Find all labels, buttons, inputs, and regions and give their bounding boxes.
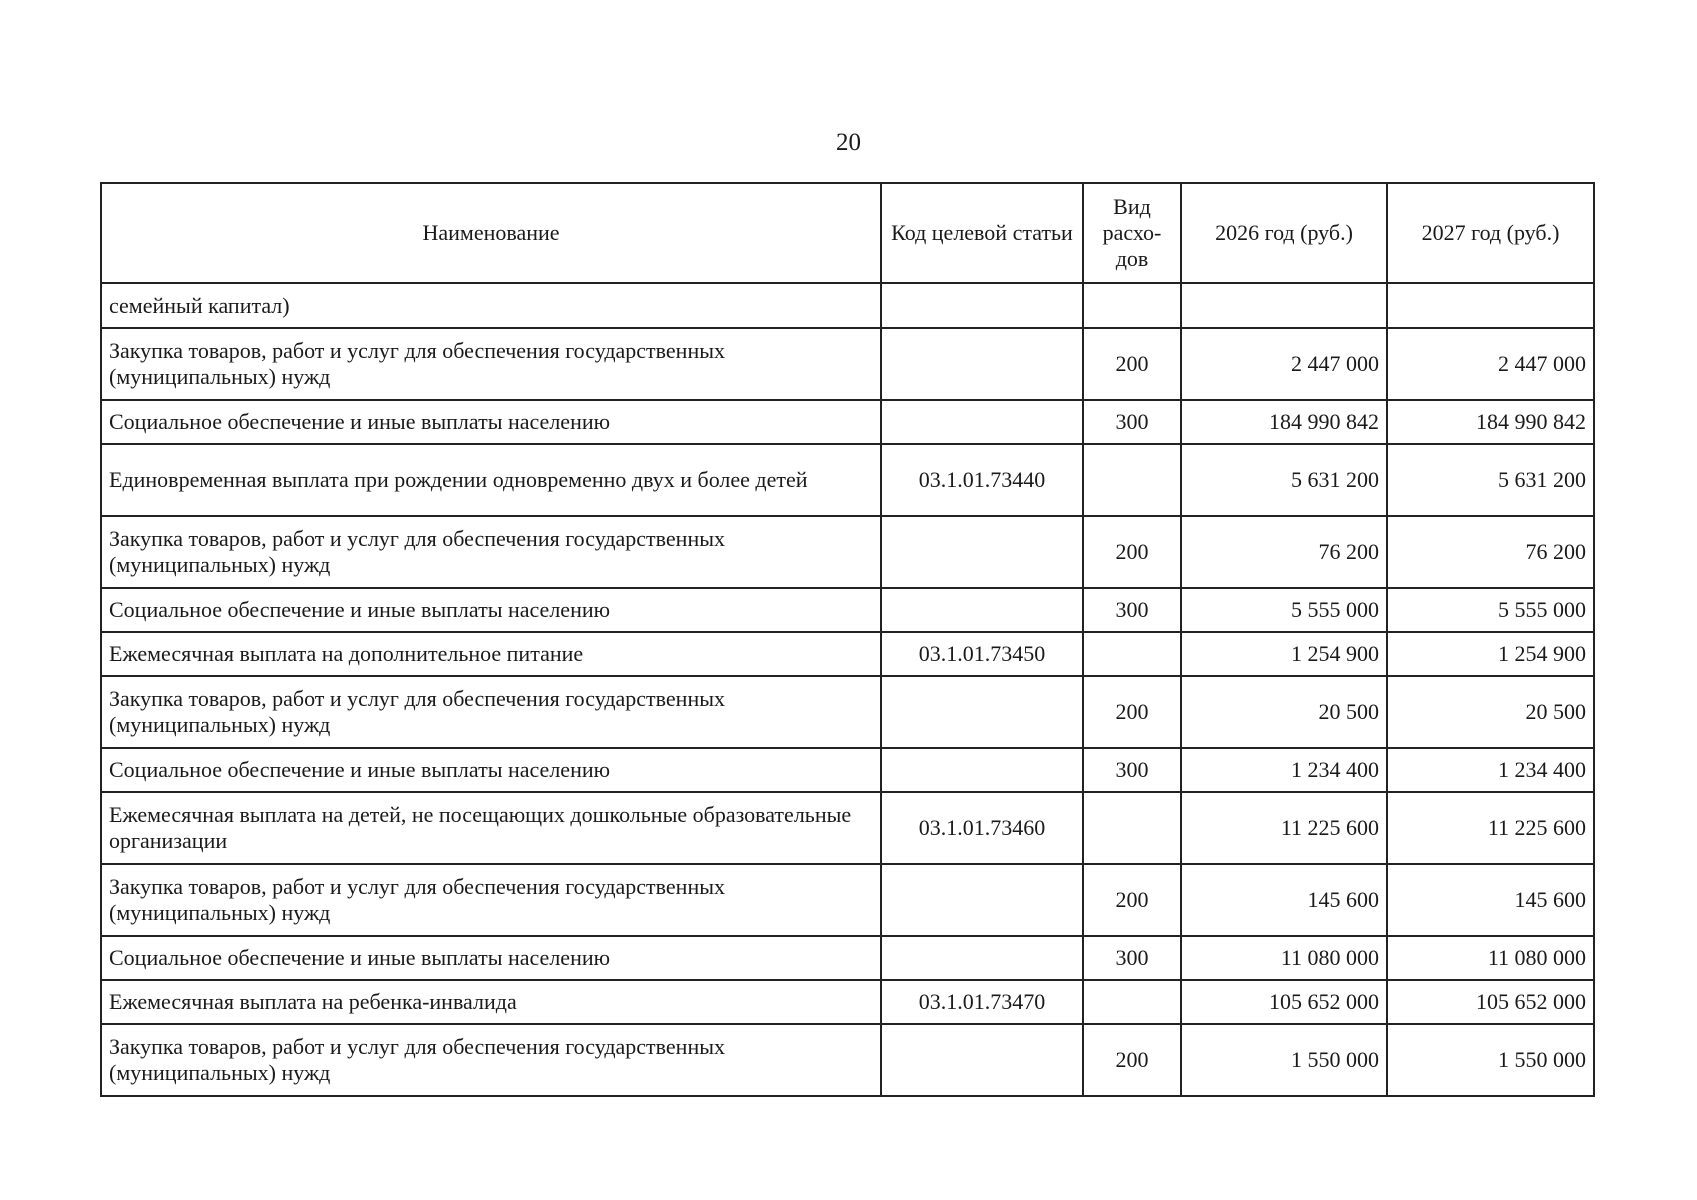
- row-name: Социальное обеспечение и иные выплаты населению: [101, 400, 881, 444]
- row-name: Социальное обеспечение и иные выплаты населению: [101, 936, 881, 980]
- row-kind: 300: [1083, 748, 1181, 792]
- table-row: [101, 400, 1594, 444]
- row-code: 03.1.01.73450: [881, 632, 1083, 676]
- row-code: 03.1.01.73470: [881, 980, 1083, 1024]
- row-kind: 200: [1083, 864, 1181, 936]
- table-row: [101, 632, 1594, 676]
- table-header-row: [101, 183, 1594, 283]
- table-row: [101, 283, 1594, 328]
- row-2027: 5 555 000: [1387, 588, 1594, 632]
- row-2026: 11 225 600: [1181, 792, 1387, 864]
- row-2026: 5 631 200: [1181, 444, 1387, 516]
- row-code: [881, 864, 1083, 936]
- table-row: [101, 792, 1594, 864]
- table-row: [101, 516, 1594, 588]
- row-name: Закупка товаров, работ и услуг для обеспечения государственных (муниципальных) нужд: [101, 328, 881, 400]
- row-2027: 11 080 000: [1387, 936, 1594, 980]
- row-kind: 300: [1083, 588, 1181, 632]
- row-2026: 1 234 400: [1181, 748, 1387, 792]
- row-code: 03.1.01.73460: [881, 792, 1083, 864]
- row-code: [881, 588, 1083, 632]
- row-code: [881, 516, 1083, 588]
- row-name: Социальное обеспечение и иные выплаты населению: [101, 748, 881, 792]
- row-2027: 105 652 000: [1387, 980, 1594, 1024]
- row-kind: [1083, 632, 1181, 676]
- page-number: 20: [836, 129, 861, 156]
- row-2027: 1 254 900: [1387, 632, 1594, 676]
- row-code: [881, 328, 1083, 400]
- row-2026: 184 990 842: [1181, 400, 1387, 444]
- row-2026: 11 080 000: [1181, 936, 1387, 980]
- table-row: [101, 936, 1594, 980]
- row-kind: 300: [1083, 936, 1181, 980]
- row-code: [881, 748, 1083, 792]
- row-2026: 105 652 000: [1181, 980, 1387, 1024]
- row-code: [881, 283, 1083, 328]
- row-2027: [1387, 283, 1594, 328]
- row-code: 03.1.01.73440: [881, 444, 1083, 516]
- table-row: [101, 676, 1594, 748]
- row-kind: 200: [1083, 676, 1181, 748]
- budget-table: [100, 182, 1595, 1097]
- row-kind: 300: [1083, 400, 1181, 444]
- row-2026: 145 600: [1181, 864, 1387, 936]
- row-name: Закупка товаров, работ и услуг для обеспечения государственных (муниципальных) нужд: [101, 864, 881, 936]
- row-2027: 2 447 000: [1387, 328, 1594, 400]
- row-2026: 1 550 000: [1181, 1024, 1387, 1096]
- row-kind: 200: [1083, 328, 1181, 400]
- row-2026: 5 555 000: [1181, 588, 1387, 632]
- header-kind: Вид расхо-дов: [1083, 183, 1181, 283]
- table-row: [101, 588, 1594, 632]
- row-2027: 76 200: [1387, 516, 1594, 588]
- row-2027: 5 631 200: [1387, 444, 1594, 516]
- table-row: [101, 328, 1594, 400]
- row-name: семейный капитал): [101, 283, 881, 328]
- row-2026: 2 447 000: [1181, 328, 1387, 400]
- row-code: [881, 1024, 1083, 1096]
- row-kind: 200: [1083, 516, 1181, 588]
- row-name: Единовременная выплата при рождении одновременно двух и более детей: [101, 444, 881, 516]
- row-code: [881, 400, 1083, 444]
- row-name: Социальное обеспечение и иные выплаты населению: [101, 588, 881, 632]
- row-name: Ежемесячная выплата на дополнительное питание: [101, 632, 881, 676]
- row-2027: 20 500: [1387, 676, 1594, 748]
- header-name: Наименование: [101, 183, 881, 283]
- table-row: [101, 980, 1594, 1024]
- header-2027: 2027 год (руб.): [1387, 183, 1594, 283]
- row-kind: [1083, 980, 1181, 1024]
- row-code: [881, 676, 1083, 748]
- row-2027: 11 225 600: [1387, 792, 1594, 864]
- row-kind: 200: [1083, 1024, 1181, 1096]
- table-row: [101, 864, 1594, 936]
- row-2026: [1181, 283, 1387, 328]
- row-2027: 1 550 000: [1387, 1024, 1594, 1096]
- row-2027: 145 600: [1387, 864, 1594, 936]
- row-kind: [1083, 283, 1181, 328]
- table-row: [101, 1024, 1594, 1096]
- row-name: Ежемесячная выплата на детей, не посещающих дошкольные образовательные организации: [101, 792, 881, 864]
- row-kind: [1083, 444, 1181, 516]
- row-kind: [1083, 792, 1181, 864]
- row-2027: 1 234 400: [1387, 748, 1594, 792]
- row-code: [881, 936, 1083, 980]
- header-code: Код целевой статьи: [881, 183, 1083, 283]
- table-row: [101, 444, 1594, 516]
- header-2026: 2026 год (руб.): [1181, 183, 1387, 283]
- row-2026: 1 254 900: [1181, 632, 1387, 676]
- row-name: Ежемесячная выплата на ребенка-инвалида: [101, 980, 881, 1024]
- row-2026: 76 200: [1181, 516, 1387, 588]
- row-2027: 184 990 842: [1387, 400, 1594, 444]
- table-row: [101, 748, 1594, 792]
- row-2026: 20 500: [1181, 676, 1387, 748]
- row-name: Закупка товаров, работ и услуг для обеспечения государственных (муниципальных) нужд: [101, 516, 881, 588]
- row-name: Закупка товаров, работ и услуг для обеспечения государственных (муниципальных) нужд: [101, 1024, 881, 1096]
- row-name: Закупка товаров, работ и услуг для обеспечения государственных (муниципальных) нужд: [101, 676, 881, 748]
